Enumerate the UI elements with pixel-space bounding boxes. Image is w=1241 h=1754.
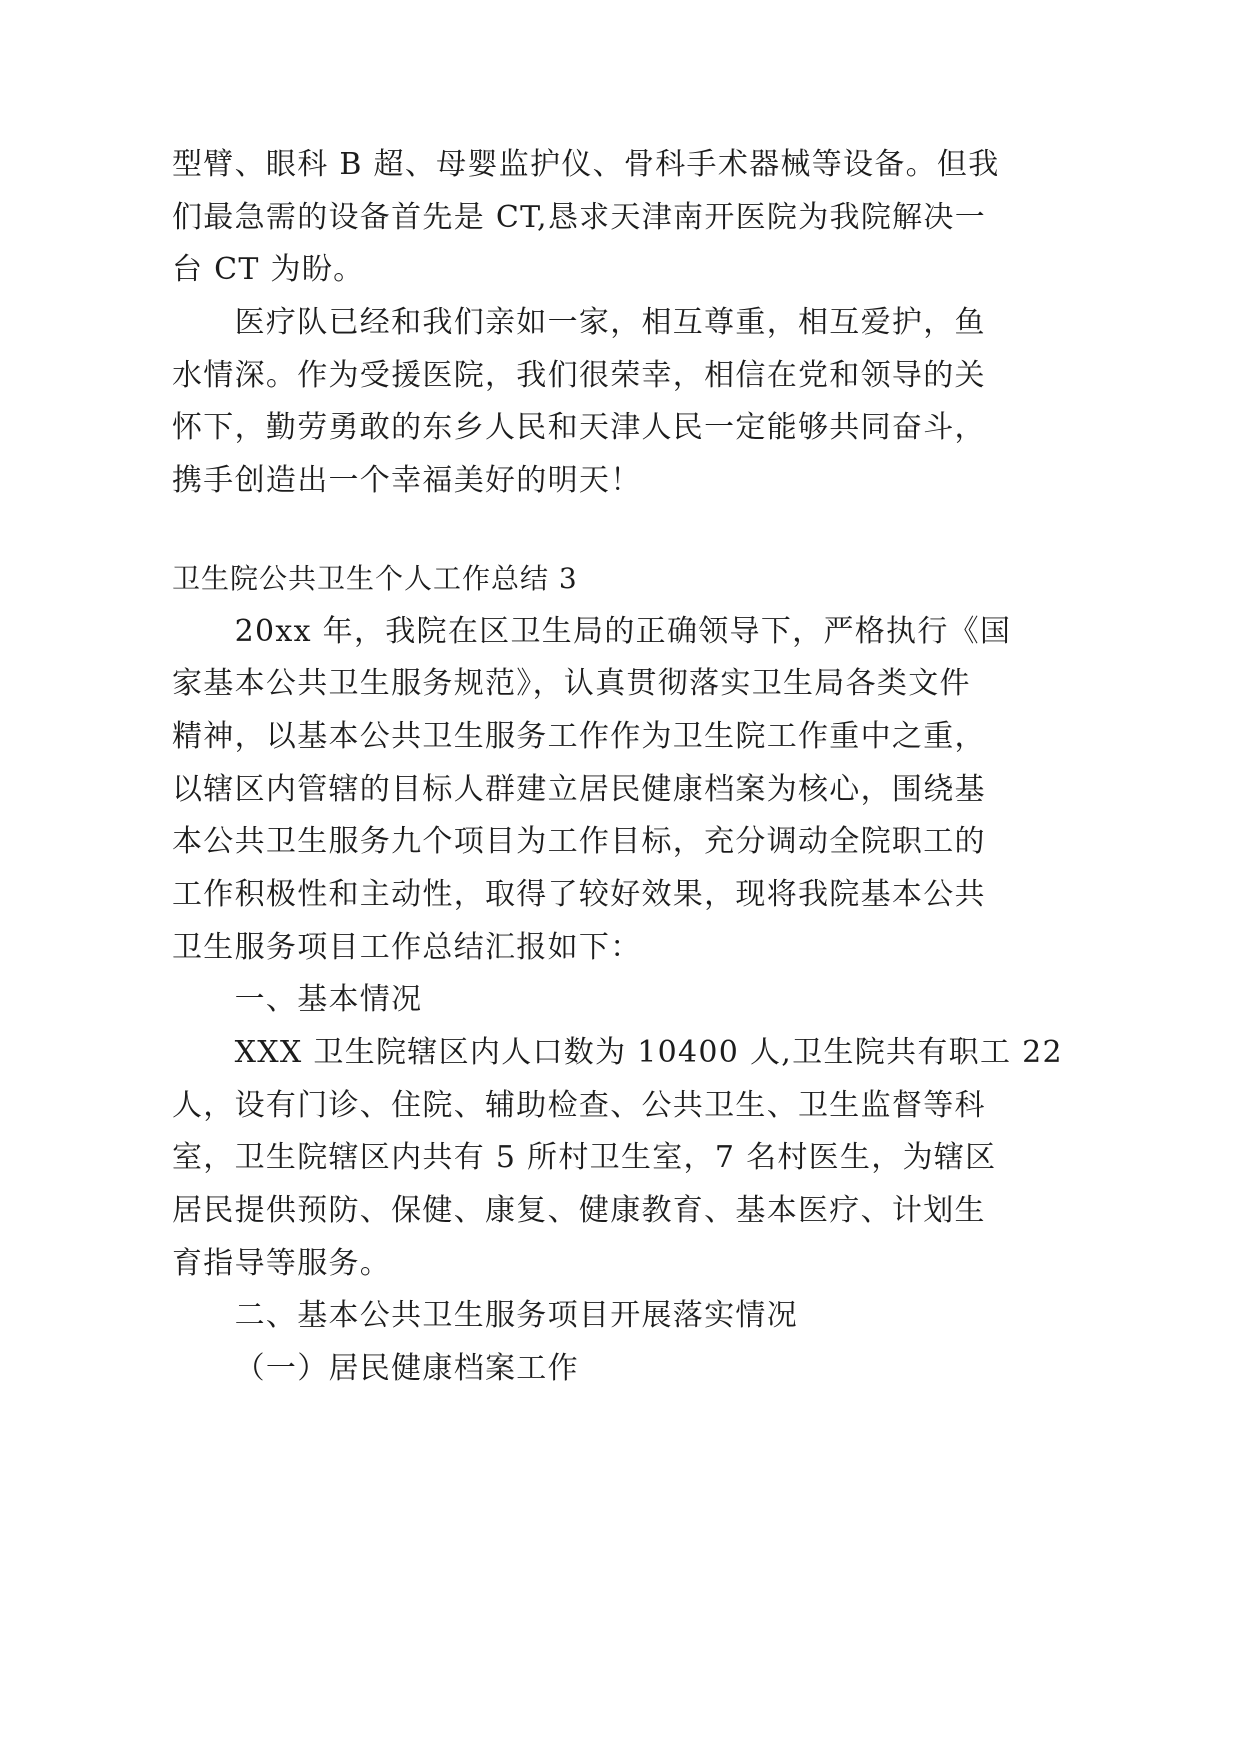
text-line: 怀下，勤劳勇敢的东乡人民和天津人民一定能够共同奋斗， — [172, 410, 986, 446]
text-line: 工作积极性和主动性，取得了较好效果，现将我院基本公共 — [172, 876, 986, 912]
text-line: 携手创造出一个幸福美好的明天！ — [172, 463, 642, 499]
text-line: 精神，以基本公共卫生服务工作作为卫生院工作重中之重， — [172, 718, 986, 754]
paragraph — [172, 1027, 1072, 1290]
text-line: 型臂、眼科 B 超、母婴监护仪、骨科手术器械等设备。但我 — [172, 147, 1000, 182]
text-line: 育指导等服务。 — [172, 1245, 392, 1281]
text-line: 卫生服务项目工作总结汇报如下： — [172, 929, 642, 965]
paragraph — [172, 139, 1072, 297]
text-line: 水情深。作为受援医院，我们很荣幸，相信在党和领导的关 — [172, 357, 986, 393]
text-line: 台 CT 为盼。 — [172, 252, 365, 288]
section-title: 卫生院公共卫生个人工作总结 3 — [172, 561, 578, 595]
text-line: 家基本公共卫生服务规范》，认真贯彻落实卫生局各类文件 — [172, 666, 971, 702]
heading-basic-situation: 一、基本情况 — [234, 982, 423, 1018]
heading-implementation: 二、基本公共卫生服务项目开展落实情况 — [234, 1298, 798, 1334]
document-body — [172, 139, 1072, 1396]
text-line: 以辖区内管辖的目标人群建立居民健康档案为核心，围绕基 — [172, 771, 986, 807]
text-line: 室，卫生院辖区内共有 5 所村卫生室，7 名村医生，为辖区 — [172, 1140, 997, 1176]
paragraph — [172, 606, 1072, 975]
subheading-health-records: （一）居民健康档案工作 — [234, 1351, 579, 1387]
text-line: XXX 卫生院辖区内人口数为 10400 人,卫生院共有职工 22 — [234, 1035, 1063, 1070]
text-line: 居民提供预防、保健、康复、健康教育、基本医疗、计划生 — [172, 1193, 986, 1229]
paragraph — [172, 297, 1072, 508]
text-line: 人，设有门诊、住院、辅助检查、公共卫生、卫生监督等科 — [172, 1087, 986, 1123]
text-line: 本公共卫生服务九个项目为工作目标，充分调动全院职工的 — [172, 824, 986, 860]
text-line: 们最急需的设备首先是 CT,恳求天津南开医院为我院解决一 — [172, 199, 987, 235]
text-line: 医疗队已经和我们亲如一家，相互尊重，相互爱护，鱼 — [234, 305, 986, 341]
text-line: 20xx 年，我院在区卫生局的正确领导下，严格执行《国 — [234, 613, 1012, 649]
